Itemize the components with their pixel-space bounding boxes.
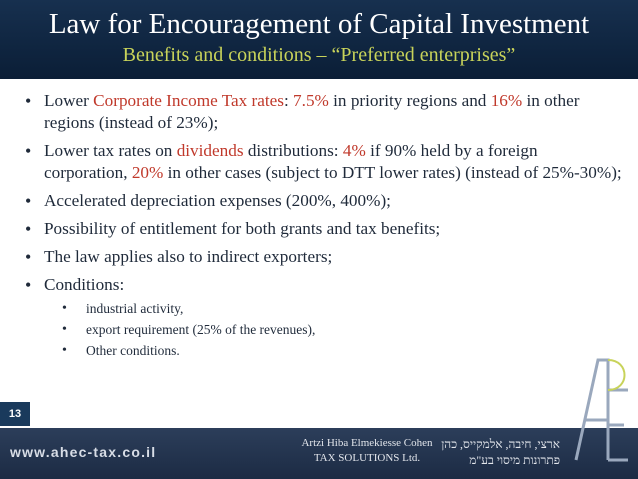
bullet-dot-icon: • — [25, 247, 32, 267]
bullet-dot-icon: • — [25, 91, 32, 111]
sub-bullet-item: • export requirement (25% of the revenues), — [24, 320, 622, 340]
slide-title: Law for Encouragement of Capital Investment — [48, 8, 590, 40]
slide-header — [0, 0, 638, 79]
ahec-logo — [568, 350, 634, 476]
bullet-list — [24, 90, 622, 362]
bullet-item: • The law applies also to indirect exporters; — [25, 247, 333, 267]
bullet-item: • Lower Corporate Income Tax rates: 7.5% in priority regions and 16% in other regions (instead of 23%); — [25, 91, 580, 132]
bullet-dot-icon: • — [25, 191, 32, 211]
highlight-text: dividends — [176, 141, 244, 160]
bullet-dot-icon: • — [62, 301, 67, 316]
bullet-dot-icon: • — [25, 141, 32, 161]
slide-subtitle: Benefits and conditions – “Preferred enterprises” — [122, 44, 516, 66]
bullet-item: • Conditions: — [25, 275, 125, 295]
sub-bullet-item: • Other conditions. — [24, 341, 622, 361]
highlight-text: 4% — [342, 141, 366, 160]
bullet-item: • Lower tax rates on dividends distributions: 4% if 90% held by a foreign corporation, 20% in other cases (subject to DTT lower rates) (instead of 25%-30%); — [25, 141, 622, 182]
highlight-text: 16% — [490, 91, 523, 110]
bullet-item: • Possibility of entitlement for both grants and tax benefits; — [25, 219, 441, 239]
page-number: 13 — [0, 402, 30, 426]
highlight-text: 7.5% — [293, 91, 329, 110]
bullet-dot-icon: • — [25, 275, 32, 295]
highlight-text: Corporate Income Tax rates — [93, 91, 284, 110]
website-url[interactable]: www.ahec-tax.co.il — [10, 444, 157, 460]
bullet-item: • Accelerated depreciation expenses (200%, 400%); — [25, 191, 391, 211]
bullet-dot-icon: • — [25, 219, 32, 239]
bullet-dot-icon: • — [62, 322, 67, 337]
highlight-text: 20% — [131, 163, 164, 182]
slide-footer — [0, 428, 638, 479]
firm-name-hebrew: ארצי, חיבה, אלמקייס, כהן פתרונות מיסוי בע"מ — [441, 437, 560, 467]
bullet-dot-icon: • — [62, 343, 67, 358]
firm-name-english: Artzi Hiba Elmekiesse Cohen TAX SOLUTIONS Ltd. — [301, 437, 433, 464]
sub-bullet-item: • industrial activity, — [24, 299, 622, 319]
